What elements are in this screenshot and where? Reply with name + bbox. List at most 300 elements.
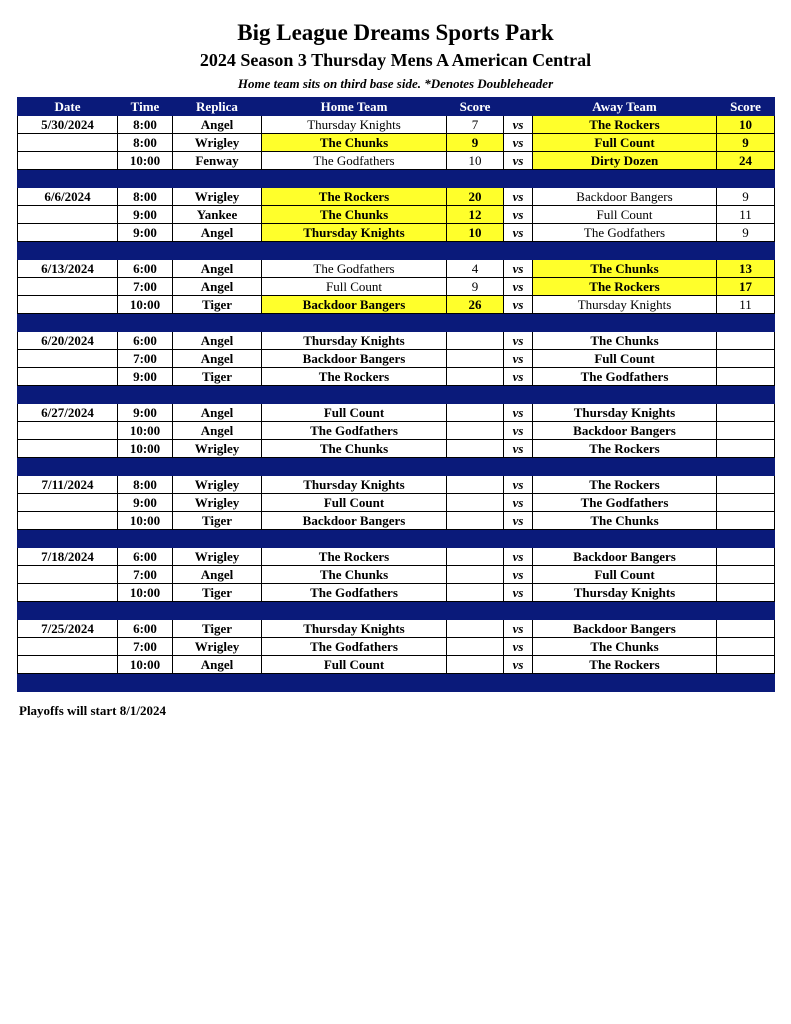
away-team-cell: Thursday Knights [533, 404, 717, 422]
week-separator-row [18, 242, 775, 260]
away-team-cell: The Godfathers [533, 494, 717, 512]
table-row [18, 134, 775, 152]
separator-cell [262, 602, 447, 620]
time-cell: 9:00 [118, 206, 173, 224]
away-score-cell [717, 422, 775, 440]
away-score-cell [717, 476, 775, 494]
replica-cell: Wrigley [173, 494, 262, 512]
home-team-cell: Thursday Knights [262, 476, 447, 494]
separator-cell [533, 170, 717, 188]
time-cell: 9:00 [118, 494, 173, 512]
separator-cell [447, 674, 504, 692]
replica-cell: Angel [173, 350, 262, 368]
away-score-cell: 11 [717, 296, 775, 314]
vs-cell: vs [504, 638, 533, 656]
separator-cell [504, 242, 533, 260]
table-row [18, 476, 775, 494]
date-cell [18, 368, 118, 386]
home-team-cell: The Godfathers [262, 260, 447, 278]
away-score-cell [717, 548, 775, 566]
replica-cell: Angel [173, 278, 262, 296]
separator-cell [262, 170, 447, 188]
time-cell: 7:00 [118, 278, 173, 296]
home-score-cell [447, 368, 504, 386]
time-cell: 10:00 [118, 656, 173, 674]
home-score-cell [447, 620, 504, 638]
time-cell: 6:00 [118, 260, 173, 278]
separator-cell [504, 458, 533, 476]
separator-cell [447, 170, 504, 188]
home-score-cell [447, 332, 504, 350]
separator-cell [118, 674, 173, 692]
separator-cell [447, 602, 504, 620]
table-row [18, 206, 775, 224]
vs-cell: vs [504, 134, 533, 152]
replica-cell: Angel [173, 116, 262, 134]
vs-cell: vs [504, 548, 533, 566]
replica-cell: Angel [173, 260, 262, 278]
away-team-cell: The Rockers [533, 278, 717, 296]
separator-cell [533, 386, 717, 404]
away-team-cell: The Chunks [533, 512, 717, 530]
vs-cell: vs [504, 332, 533, 350]
replica-cell: Angel [173, 656, 262, 674]
home-team-cell: Thursday Knights [262, 620, 447, 638]
home-team-cell: The Godfathers [262, 638, 447, 656]
table-row [18, 494, 775, 512]
time-cell: 7:00 [118, 350, 173, 368]
separator-cell [504, 314, 533, 332]
separator-cell [533, 242, 717, 260]
vs-cell: vs [504, 188, 533, 206]
replica-cell: Tiger [173, 620, 262, 638]
away-score-cell: 17 [717, 278, 775, 296]
separator-cell [447, 458, 504, 476]
vs-cell: vs [504, 440, 533, 458]
header-home-score: Score [447, 98, 504, 116]
date-cell [18, 278, 118, 296]
home-score-cell [447, 548, 504, 566]
home-team-cell: The Godfathers [262, 584, 447, 602]
away-score-cell [717, 494, 775, 512]
home-team-cell: Full Count [262, 494, 447, 512]
table-row [18, 440, 775, 458]
separator-cell [717, 242, 775, 260]
home-score-cell [447, 494, 504, 512]
home-team-cell: Backdoor Bangers [262, 296, 447, 314]
separator-cell [173, 674, 262, 692]
away-team-cell: Full Count [533, 134, 717, 152]
away-score-cell [717, 332, 775, 350]
date-cell [18, 152, 118, 170]
separator-cell [262, 314, 447, 332]
replica-cell: Angel [173, 332, 262, 350]
date-cell [18, 566, 118, 584]
separator-cell [447, 530, 504, 548]
vs-cell: vs [504, 278, 533, 296]
table-row [18, 188, 775, 206]
away-team-cell: Full Count [533, 206, 717, 224]
home-score-cell [447, 350, 504, 368]
date-cell: 6/6/2024 [18, 188, 118, 206]
separator-cell [118, 602, 173, 620]
table-row [18, 368, 775, 386]
date-cell: 7/18/2024 [18, 548, 118, 566]
vs-cell: vs [504, 422, 533, 440]
home-team-cell: Full Count [262, 278, 447, 296]
table-row [18, 512, 775, 530]
away-team-cell: Backdoor Bangers [533, 188, 717, 206]
home-team-cell: The Godfathers [262, 422, 447, 440]
time-cell: 8:00 [118, 188, 173, 206]
header-home-team: Home Team [262, 98, 447, 116]
away-score-cell [717, 656, 775, 674]
away-team-cell: The Godfathers [533, 224, 717, 242]
home-score-cell: 10 [447, 224, 504, 242]
away-team-cell: The Chunks [533, 332, 717, 350]
separator-cell [533, 602, 717, 620]
replica-cell: Tiger [173, 512, 262, 530]
separator-cell [533, 530, 717, 548]
header-row [18, 98, 775, 116]
away-score-cell: 10 [717, 116, 775, 134]
separator-cell [533, 458, 717, 476]
separator-cell [262, 458, 447, 476]
time-cell: 7:00 [118, 638, 173, 656]
separator-cell [504, 602, 533, 620]
home-team-cell: The Rockers [262, 548, 447, 566]
away-team-cell: The Rockers [533, 656, 717, 674]
home-score-cell [447, 404, 504, 422]
time-cell: 8:00 [118, 116, 173, 134]
away-team-cell: The Chunks [533, 260, 717, 278]
home-score-cell: 12 [447, 206, 504, 224]
table-row [18, 296, 775, 314]
away-team-cell: Thursday Knights [533, 296, 717, 314]
vs-cell: vs [504, 584, 533, 602]
away-score-cell [717, 368, 775, 386]
time-cell: 10:00 [118, 296, 173, 314]
away-team-cell: The Rockers [533, 116, 717, 134]
home-score-cell: 9 [447, 278, 504, 296]
date-cell [18, 512, 118, 530]
replica-cell: Angel [173, 422, 262, 440]
home-score-cell [447, 566, 504, 584]
time-cell: 10:00 [118, 440, 173, 458]
separator-cell [504, 674, 533, 692]
home-team-cell: Thursday Knights [262, 332, 447, 350]
header-replica: Replica [173, 98, 262, 116]
away-team-cell: Backdoor Bangers [533, 548, 717, 566]
date-cell [18, 584, 118, 602]
home-team-cell: The Godfathers [262, 152, 447, 170]
table-row [18, 422, 775, 440]
week-separator-row [18, 458, 775, 476]
separator-cell [717, 674, 775, 692]
table-row [18, 116, 775, 134]
separator-cell [118, 242, 173, 260]
replica-cell: Wrigley [173, 476, 262, 494]
header-away-score: Score [717, 98, 775, 116]
separator-cell [447, 386, 504, 404]
separator-cell [18, 602, 118, 620]
home-score-cell: 20 [447, 188, 504, 206]
home-score-cell [447, 638, 504, 656]
replica-cell: Angel [173, 224, 262, 242]
away-score-cell [717, 584, 775, 602]
replica-cell: Tiger [173, 368, 262, 386]
separator-cell [533, 674, 717, 692]
home-team-cell: Backdoor Bangers [262, 512, 447, 530]
week-separator-row [18, 386, 775, 404]
away-score-cell [717, 404, 775, 422]
table-row [18, 332, 775, 350]
home-team-cell: Full Count [262, 404, 447, 422]
vs-cell: vs [504, 476, 533, 494]
away-score-cell: 24 [717, 152, 775, 170]
date-cell: 6/27/2024 [18, 404, 118, 422]
home-team-cell: The Rockers [262, 188, 447, 206]
playoffs-note: Playoffs will start 8/1/2024 [19, 703, 166, 718]
home-score-cell: 4 [447, 260, 504, 278]
date-cell: 5/30/2024 [18, 116, 118, 134]
table-row [18, 224, 775, 242]
replica-cell: Yankee [173, 206, 262, 224]
separator-cell [533, 314, 717, 332]
date-cell [18, 350, 118, 368]
separator-cell [717, 386, 775, 404]
week-separator-row [18, 170, 775, 188]
date-cell [18, 494, 118, 512]
week-separator-row [18, 674, 775, 692]
away-team-cell: Dirty Dozen [533, 152, 717, 170]
time-cell: 10:00 [118, 152, 173, 170]
home-score-cell: 26 [447, 296, 504, 314]
separator-cell [262, 674, 447, 692]
date-cell [18, 296, 118, 314]
away-team-cell: Full Count [533, 566, 717, 584]
vs-cell: vs [504, 152, 533, 170]
week-separator-row [18, 314, 775, 332]
date-cell: 7/11/2024 [18, 476, 118, 494]
time-cell: 9:00 [118, 368, 173, 386]
replica-cell: Wrigley [173, 638, 262, 656]
away-score-cell: 13 [717, 260, 775, 278]
away-score-cell [717, 350, 775, 368]
home-team-cell: Thursday Knights [262, 224, 447, 242]
vs-cell: vs [504, 206, 533, 224]
home-team-cell: The Chunks [262, 134, 447, 152]
table-row [18, 278, 775, 296]
home-team-note: Home team sits on third base side. *Denotes Doubleheader [237, 76, 554, 91]
away-team-cell: The Rockers [533, 476, 717, 494]
header-vs [504, 98, 533, 116]
vs-cell: vs [504, 116, 533, 134]
home-team-cell: The Rockers [262, 368, 447, 386]
separator-cell [118, 314, 173, 332]
replica-cell: Wrigley [173, 134, 262, 152]
header-time: Time [118, 98, 173, 116]
vs-cell: vs [504, 512, 533, 530]
time-cell: 7:00 [118, 566, 173, 584]
date-cell [18, 422, 118, 440]
time-cell: 9:00 [118, 404, 173, 422]
away-team-cell: Full Count [533, 350, 717, 368]
away-score-cell: 9 [717, 188, 775, 206]
table-row [18, 350, 775, 368]
separator-cell [173, 170, 262, 188]
separator-cell [18, 674, 118, 692]
away-score-cell: 11 [717, 206, 775, 224]
separator-cell [717, 602, 775, 620]
home-score-cell: 10 [447, 152, 504, 170]
week-separator-row [18, 602, 775, 620]
separator-cell [447, 314, 504, 332]
table-row [18, 152, 775, 170]
time-cell: 8:00 [118, 134, 173, 152]
vs-cell: vs [504, 494, 533, 512]
separator-cell [18, 530, 118, 548]
home-team-cell: Full Count [262, 656, 447, 674]
vs-cell: vs [504, 404, 533, 422]
separator-cell [262, 386, 447, 404]
home-team-cell: Thursday Knights [262, 116, 447, 134]
separator-cell [173, 458, 262, 476]
time-cell: 9:00 [118, 224, 173, 242]
away-score-cell [717, 440, 775, 458]
document-title: Big League Dreams Sports Park [237, 20, 554, 45]
table-row [18, 404, 775, 422]
table-row [18, 548, 775, 566]
schedule-table [17, 97, 775, 692]
header-away-team: Away Team [533, 98, 717, 116]
separator-cell [173, 530, 262, 548]
separator-cell [18, 242, 118, 260]
home-score-cell: 7 [447, 116, 504, 134]
time-cell: 10:00 [118, 422, 173, 440]
separator-cell [18, 314, 118, 332]
date-cell: 6/13/2024 [18, 260, 118, 278]
home-score-cell [447, 584, 504, 602]
away-team-cell: The Rockers [533, 440, 717, 458]
separator-cell [504, 170, 533, 188]
vs-cell: vs [504, 566, 533, 584]
replica-cell: Angel [173, 566, 262, 584]
date-cell [18, 638, 118, 656]
home-team-cell: The Chunks [262, 440, 447, 458]
separator-cell [173, 314, 262, 332]
vs-cell: vs [504, 224, 533, 242]
away-team-cell: The Chunks [533, 638, 717, 656]
separator-cell [118, 386, 173, 404]
time-cell: 6:00 [118, 620, 173, 638]
table-row [18, 638, 775, 656]
time-cell: 6:00 [118, 548, 173, 566]
document-subtitle: 2024 Season 3 Thursday Mens A American Central [199, 50, 592, 70]
home-team-cell: Backdoor Bangers [262, 350, 447, 368]
time-cell: 10:00 [118, 584, 173, 602]
week-separator-row [18, 530, 775, 548]
home-team-cell: The Chunks [262, 206, 447, 224]
separator-cell [717, 530, 775, 548]
vs-cell: vs [504, 368, 533, 386]
separator-cell [18, 170, 118, 188]
away-team-cell: Backdoor Bangers [533, 620, 717, 638]
away-team-cell: The Godfathers [533, 368, 717, 386]
vs-cell: vs [504, 620, 533, 638]
header-date: Date [18, 98, 118, 116]
separator-cell [118, 458, 173, 476]
away-score-cell: 9 [717, 224, 775, 242]
separator-cell [262, 530, 447, 548]
separator-cell [173, 386, 262, 404]
date-cell [18, 656, 118, 674]
separator-cell [262, 242, 447, 260]
separator-cell [118, 530, 173, 548]
away-score-cell [717, 512, 775, 530]
vs-cell: vs [504, 296, 533, 314]
replica-cell: Tiger [173, 584, 262, 602]
separator-cell [504, 386, 533, 404]
date-cell [18, 134, 118, 152]
home-score-cell [447, 440, 504, 458]
table-row [18, 656, 775, 674]
away-score-cell [717, 620, 775, 638]
vs-cell: vs [504, 656, 533, 674]
separator-cell [717, 458, 775, 476]
away-score-cell [717, 638, 775, 656]
separator-cell [18, 458, 118, 476]
separator-cell [717, 170, 775, 188]
separator-cell [118, 170, 173, 188]
table-row [18, 584, 775, 602]
separator-cell [504, 530, 533, 548]
replica-cell: Wrigley [173, 548, 262, 566]
date-cell [18, 206, 118, 224]
away-team-cell: Thursday Knights [533, 584, 717, 602]
home-team-cell: The Chunks [262, 566, 447, 584]
vs-cell: vs [504, 260, 533, 278]
separator-cell [18, 386, 118, 404]
separator-cell [717, 314, 775, 332]
vs-cell: vs [504, 350, 533, 368]
separator-cell [447, 242, 504, 260]
replica-cell: Fenway [173, 152, 262, 170]
date-cell: 6/20/2024 [18, 332, 118, 350]
separator-cell [173, 602, 262, 620]
home-score-cell [447, 476, 504, 494]
table-row [18, 620, 775, 638]
time-cell: 10:00 [118, 512, 173, 530]
date-cell: 7/25/2024 [18, 620, 118, 638]
replica-cell: Tiger [173, 296, 262, 314]
away-team-cell: Backdoor Bangers [533, 422, 717, 440]
replica-cell: Angel [173, 404, 262, 422]
table-row [18, 260, 775, 278]
away-score-cell: 9 [717, 134, 775, 152]
time-cell: 6:00 [118, 332, 173, 350]
home-score-cell: 9 [447, 134, 504, 152]
home-score-cell [447, 512, 504, 530]
date-cell [18, 440, 118, 458]
away-score-cell [717, 566, 775, 584]
replica-cell: Wrigley [173, 188, 262, 206]
home-score-cell [447, 656, 504, 674]
home-score-cell [447, 422, 504, 440]
table-row [18, 566, 775, 584]
time-cell: 8:00 [118, 476, 173, 494]
schedule-body [18, 116, 775, 692]
